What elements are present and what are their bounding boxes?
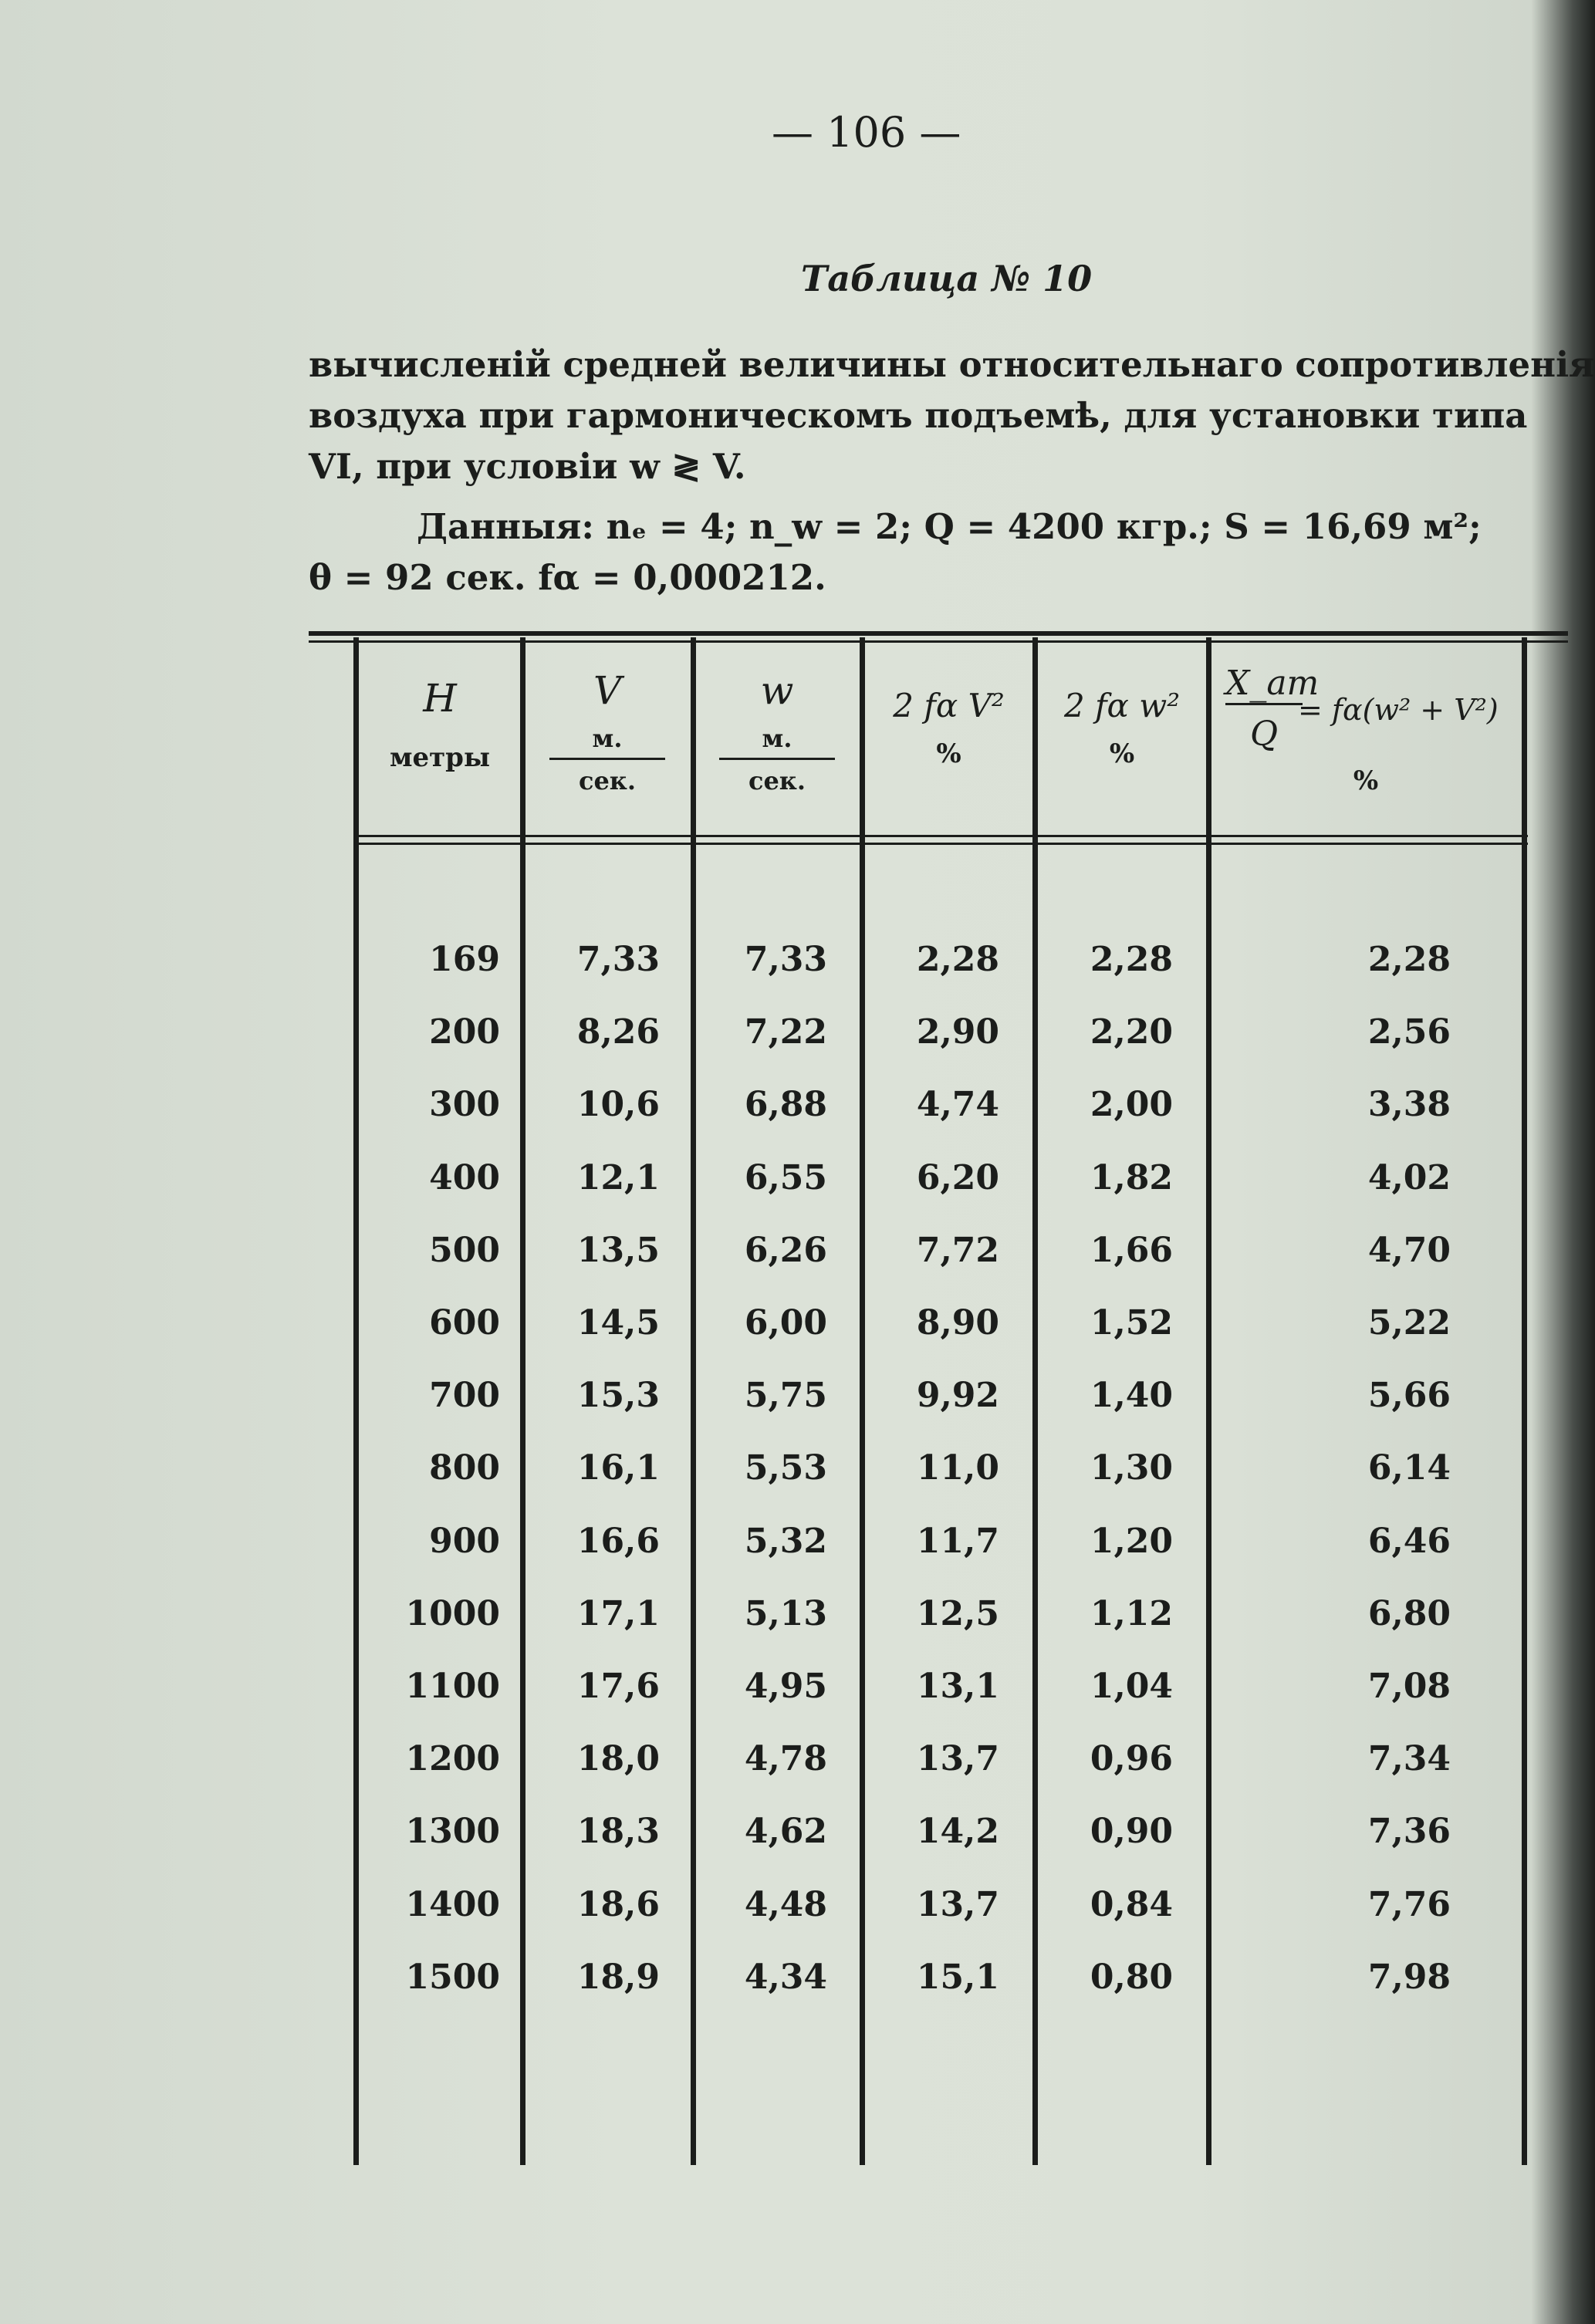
table-cell: 18,0 — [576, 1739, 660, 1779]
caption-line: вычисленій средней величины относительнаго сопротивленія — [309, 344, 1595, 385]
table-cell: 700 — [429, 1376, 500, 1416]
table-cell: 6,88 — [744, 1085, 827, 1125]
table-cell: 4,78 — [744, 1739, 827, 1779]
table-cell: 1,20 — [1090, 1521, 1173, 1561]
table-cell: 7,33 — [576, 940, 660, 979]
table-cell: 5,32 — [744, 1521, 827, 1561]
given-data — [309, 502, 1574, 603]
table-cell: 1,30 — [1090, 1448, 1173, 1488]
table-top-rule-2 — [309, 640, 1568, 643]
table-cell: 1,12 — [1090, 1593, 1173, 1633]
header-symbol: w — [760, 668, 794, 713]
header-bottom-rule-2 — [355, 843, 1528, 845]
table-cell: 7,22 — [744, 1012, 827, 1052]
header-bottom-rule — [355, 835, 1528, 837]
header-xam — [1211, 664, 1520, 796]
table-cell: 1200 — [405, 1739, 500, 1779]
table-cell: 500 — [429, 1230, 500, 1270]
table-row — [0, 1957, 1595, 2030]
header-unit: % — [1353, 765, 1379, 796]
table-top-rule — [309, 631, 1568, 636]
table-cell: 15,3 — [576, 1376, 660, 1416]
table-cell: 6,14 — [1367, 1448, 1451, 1488]
table-row — [0, 1448, 1595, 1521]
table-cell: 6,46 — [1367, 1521, 1451, 1561]
table-cell: 7,08 — [1367, 1667, 1451, 1706]
table-row — [0, 1376, 1595, 1448]
table-cell: 4,48 — [744, 1884, 827, 1924]
table-cell: 6,80 — [1367, 1593, 1451, 1633]
header-2fav2 — [865, 687, 1032, 769]
header-v — [549, 668, 665, 795]
table-row — [0, 1303, 1595, 1376]
table-cell: 1400 — [405, 1884, 500, 1924]
table-cell: 13,5 — [576, 1230, 660, 1270]
table-cell: 2,28 — [1367, 940, 1451, 979]
table-cell: 1000 — [405, 1593, 500, 1633]
header-symbol-top: X_am — [1225, 664, 1303, 705]
caption-line: VI, при условіи w ≷ V. — [309, 446, 746, 487]
table-cell: 11,0 — [916, 1448, 999, 1488]
header-h — [360, 676, 520, 773]
table-cell: 4,02 — [1367, 1157, 1451, 1197]
table-cell: 600 — [429, 1303, 500, 1343]
table-cell: 13,7 — [916, 1884, 999, 1924]
table-cell: 18,3 — [576, 1812, 660, 1852]
header-unit: метры — [389, 742, 491, 773]
table-cell: 7,36 — [1367, 1812, 1451, 1852]
table-cell: 8,26 — [576, 1012, 660, 1052]
table-cell: 169 — [429, 940, 500, 979]
table-cell: 14,2 — [916, 1812, 999, 1852]
table-cell: 1100 — [405, 1667, 500, 1706]
table-cell: 5,53 — [744, 1448, 827, 1488]
table-cell: 6,55 — [744, 1157, 827, 1197]
table-row — [0, 940, 1595, 1012]
table-cell: 1,04 — [1090, 1667, 1173, 1706]
header-symbol-bottom: Q — [1249, 714, 1279, 754]
table-cell: 0,90 — [1090, 1812, 1173, 1852]
header-unit: % — [1109, 738, 1135, 769]
given-line: Данныя: nₑ = 4; n_w = 2; Q = 4200 кгр.; S = 16,69 м²; — [417, 506, 1482, 547]
table-cell: 0,84 — [1090, 1884, 1173, 1924]
table-cell: 200 — [429, 1012, 500, 1052]
table-cell: 4,34 — [744, 1957, 827, 1997]
table-cell: 2,28 — [916, 940, 999, 979]
table-cell: 2,56 — [1367, 1012, 1451, 1052]
table-cell: 1,66 — [1090, 1230, 1173, 1270]
table-cell: 800 — [429, 1448, 500, 1488]
table-cell: 4,62 — [744, 1812, 827, 1852]
table-cell: 0,96 — [1090, 1739, 1173, 1779]
table-cell: 14,5 — [576, 1303, 660, 1343]
table-cell: 11,7 — [916, 1521, 999, 1561]
header-symbol-rest: = fα(w² + V²) — [1298, 693, 1499, 727]
header-symbol: H — [423, 676, 457, 721]
header-w — [719, 668, 835, 795]
header-unit-bottom: сек. — [578, 766, 637, 795]
table-cell: 5,13 — [744, 1593, 827, 1633]
header-unit-top: м. — [719, 724, 835, 760]
table-cell: 12,1 — [576, 1157, 660, 1197]
header-unit-bottom: сек. — [748, 766, 806, 795]
header-unit: % — [936, 738, 961, 769]
table-cell: 1500 — [405, 1957, 500, 1997]
caption-line: воздуха при гармоническомъ подъемѣ, для установки типа — [309, 395, 1528, 436]
table-row — [0, 1231, 1595, 1303]
table-cell: 15,1 — [916, 1957, 999, 1997]
table-cell: 13,7 — [916, 1739, 999, 1779]
table-cell: 0,80 — [1090, 1957, 1173, 1997]
table-row — [0, 1158, 1595, 1231]
table-cell: 300 — [429, 1085, 500, 1125]
table-cell: 1,82 — [1090, 1157, 1173, 1197]
table-cell: 3,38 — [1367, 1085, 1451, 1125]
header-2faw2 — [1038, 687, 1206, 769]
table-cell: 7,76 — [1367, 1884, 1451, 1924]
table-row — [0, 1812, 1595, 1884]
table-cell: 5,22 — [1367, 1303, 1451, 1343]
table-row — [0, 1085, 1595, 1157]
table-cell: 17,6 — [576, 1667, 660, 1706]
header-symbol: 2 fα w² — [1063, 687, 1181, 725]
header-symbol: V — [593, 668, 622, 713]
table-caption — [309, 339, 1595, 492]
table-cell: 18,9 — [576, 1957, 660, 1997]
table-row — [0, 1594, 1595, 1667]
table-title: Таблица № 10 — [801, 258, 1093, 299]
table-cell: 2,20 — [1090, 1012, 1173, 1052]
header-symbol: 2 fα V² — [893, 687, 1005, 725]
table-cell: 13,1 — [916, 1667, 999, 1706]
table-cell: 1300 — [405, 1812, 500, 1852]
table-cell: 2,28 — [1090, 940, 1173, 979]
table-cell: 5,66 — [1367, 1376, 1451, 1416]
table-cell: 18,6 — [576, 1884, 660, 1924]
table-cell: 17,1 — [576, 1593, 660, 1633]
table-cell: 900 — [429, 1521, 500, 1561]
table-row — [0, 1739, 1595, 1812]
table-cell: 12,5 — [916, 1593, 999, 1633]
table-cell: 7,34 — [1367, 1739, 1451, 1779]
table-cell: 6,26 — [744, 1230, 827, 1270]
table-row — [0, 1885, 1595, 1957]
table-cell: 4,74 — [916, 1085, 999, 1125]
table-cell: 4,70 — [1367, 1230, 1451, 1270]
table-row — [0, 1012, 1595, 1085]
table-cell: 8,90 — [916, 1303, 999, 1343]
table-cell: 7,33 — [744, 940, 827, 979]
table-cell: 4,95 — [744, 1667, 827, 1706]
header-unit-top: м. — [549, 724, 665, 760]
table-row — [0, 1522, 1595, 1594]
table-cell: 6,00 — [744, 1303, 827, 1343]
table-cell: 16,1 — [576, 1448, 660, 1488]
page-number: — 106 — — [772, 108, 961, 157]
given-line: θ = 92 сек. fα = 0,000212. — [309, 557, 826, 598]
table-cell: 6,20 — [916, 1157, 999, 1197]
table-cell: 2,00 — [1090, 1085, 1173, 1125]
table-cell: 10,6 — [576, 1085, 660, 1125]
table-cell: 7,72 — [916, 1230, 999, 1270]
table-cell: 7,98 — [1367, 1957, 1451, 1997]
table-cell: 5,75 — [744, 1376, 827, 1416]
table-row — [0, 1667, 1595, 1739]
table-cell: 16,6 — [576, 1521, 660, 1561]
table-cell: 9,92 — [916, 1376, 999, 1416]
table-cell: 400 — [429, 1157, 500, 1197]
table-cell: 1,40 — [1090, 1376, 1173, 1416]
table-cell: 1,52 — [1090, 1303, 1173, 1343]
table-cell: 2,90 — [916, 1012, 999, 1052]
